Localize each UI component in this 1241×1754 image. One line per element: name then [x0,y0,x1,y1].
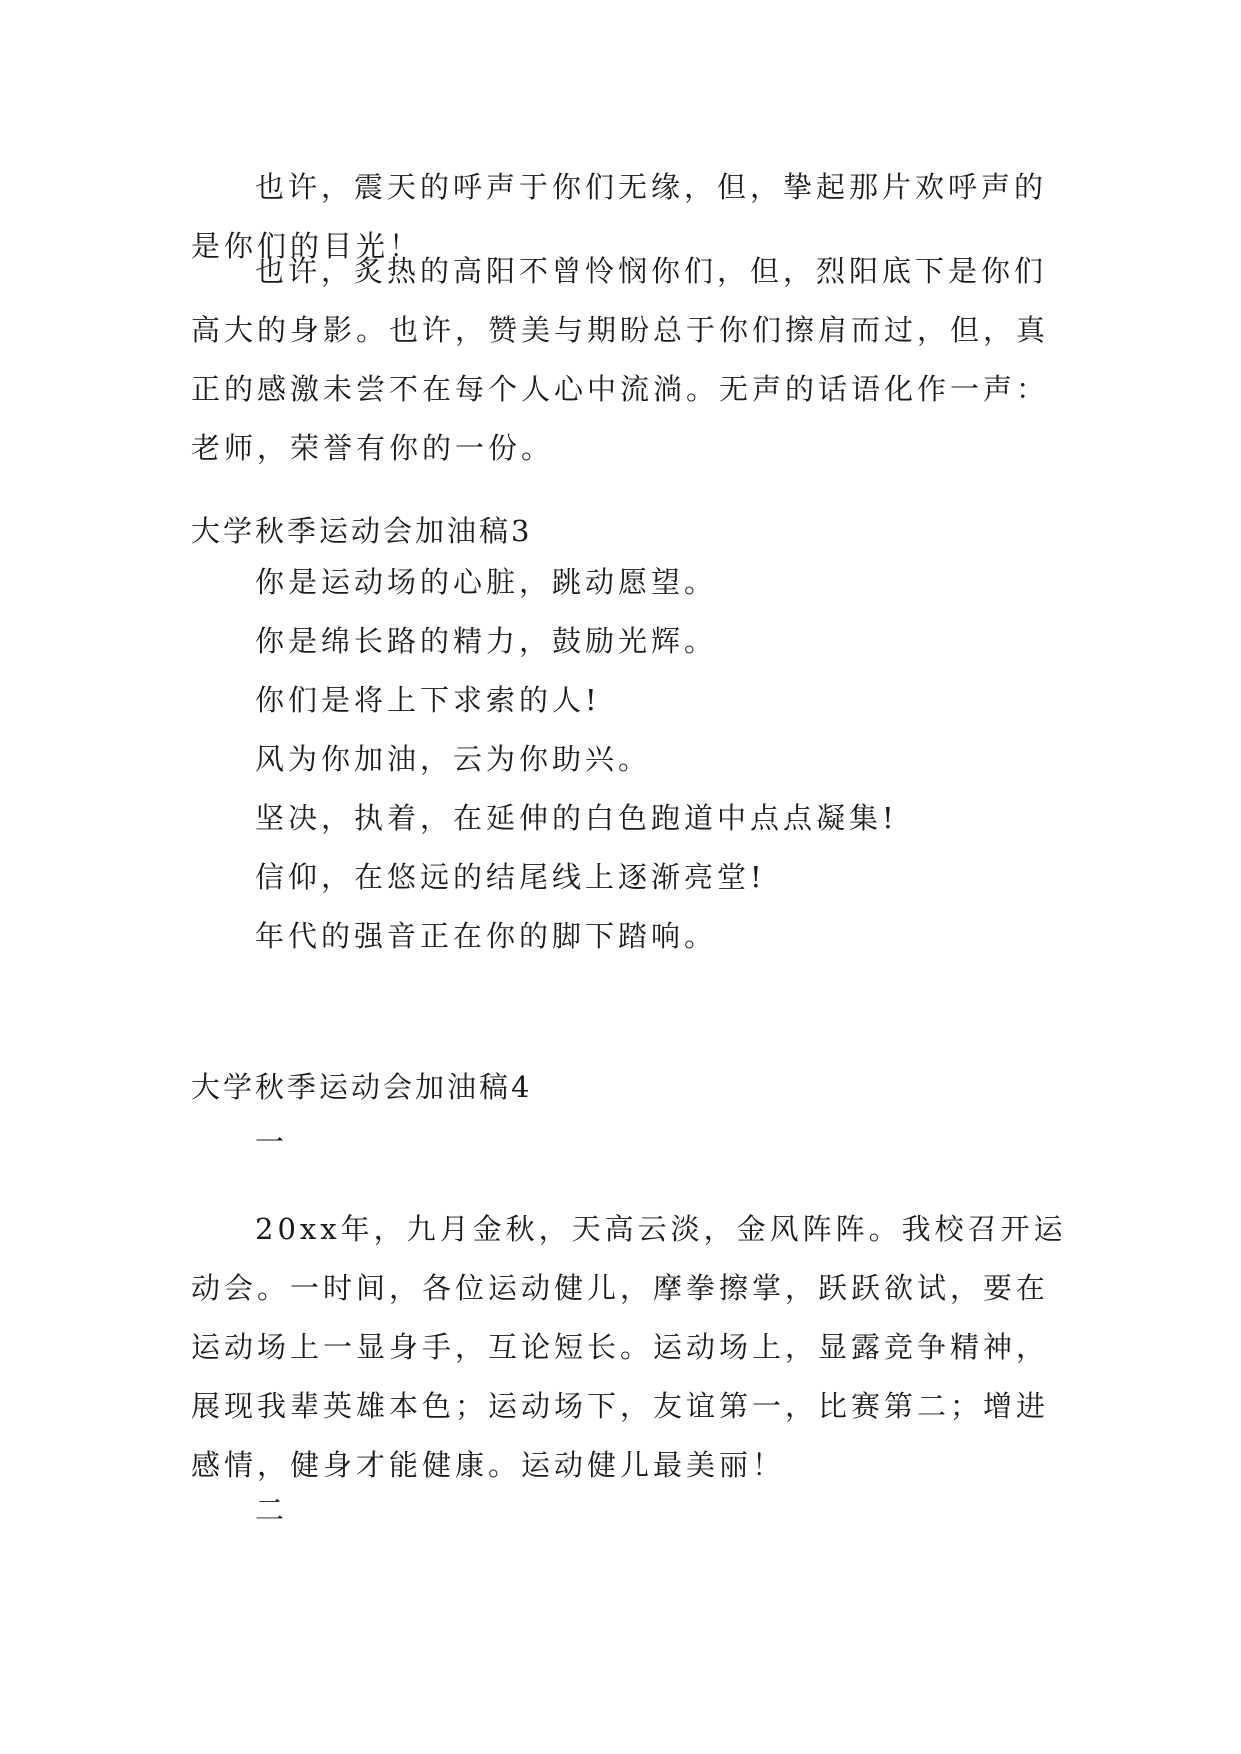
poem-stanza-3 [191,553,1071,966]
poem-line: 坚决，执着，在延伸的白色跑道中点点凝集! [255,801,898,835]
text-line: 高大的身影。也许，赞美与期盼总于你们擦肩而过，但，真 [191,313,1050,347]
poem-line: 风为你加油，云为你助兴。 [255,742,652,776]
text-line: 20xx年，九月金秋，天高云淡，金风阵阵。我校召开运 [255,1212,1067,1246]
section-marker-two: 二 [255,1493,289,1527]
text-line: 动会。一时间，各位运动健儿，摩拳擦掌，跃跃欲试，要在 [191,1271,1050,1305]
text-line: 感情，健身才能健康。运动健儿最美丽！ [191,1448,786,1482]
poem-line: 你们是将上下求索的人! [255,683,601,717]
section-heading-4: 大学秋季运动会加油稿4 [191,1070,533,1104]
text-line: 老师，荣誉有你的一份。 [191,431,555,465]
text-line: 也许，炙热的高阳不曾怜悯你们，但，烈阳底下是你们 [255,254,1048,288]
poem-line: 信仰，在悠远的结尾线上逐渐亮堂! [255,860,766,894]
text-line: 也许，震天的呼声于你们无缘，但，挚起那片欢呼声的 [255,170,1048,204]
section-marker-one: 一 [255,1125,289,1159]
text-line: 运动场上一显身手，互论短长。运动场上，显露竞争精神， [191,1330,1050,1364]
paragraph-teacher-cheer-2 [191,242,1071,478]
text-line: 正的感激未尝不在每个人心中流淌。无声的话语化作一声： [191,372,1050,406]
paragraph-sports-meet [191,1200,1071,1495]
poem-line: 你是绵长路的精力，鼓励光辉。 [255,624,718,658]
poem-line: 年代的强音正在你的脚下踏响。 [255,919,718,953]
section-heading-3: 大学秋季运动会加油稿3 [191,514,533,548]
poem-line: 你是运动场的心脏，跳动愿望。 [255,565,718,599]
text-line: 展现我辈英雄本色；运动场下，友谊第一，比赛第二；增进 [191,1389,1050,1423]
text-line: 是你们的目光！ [191,229,423,263]
